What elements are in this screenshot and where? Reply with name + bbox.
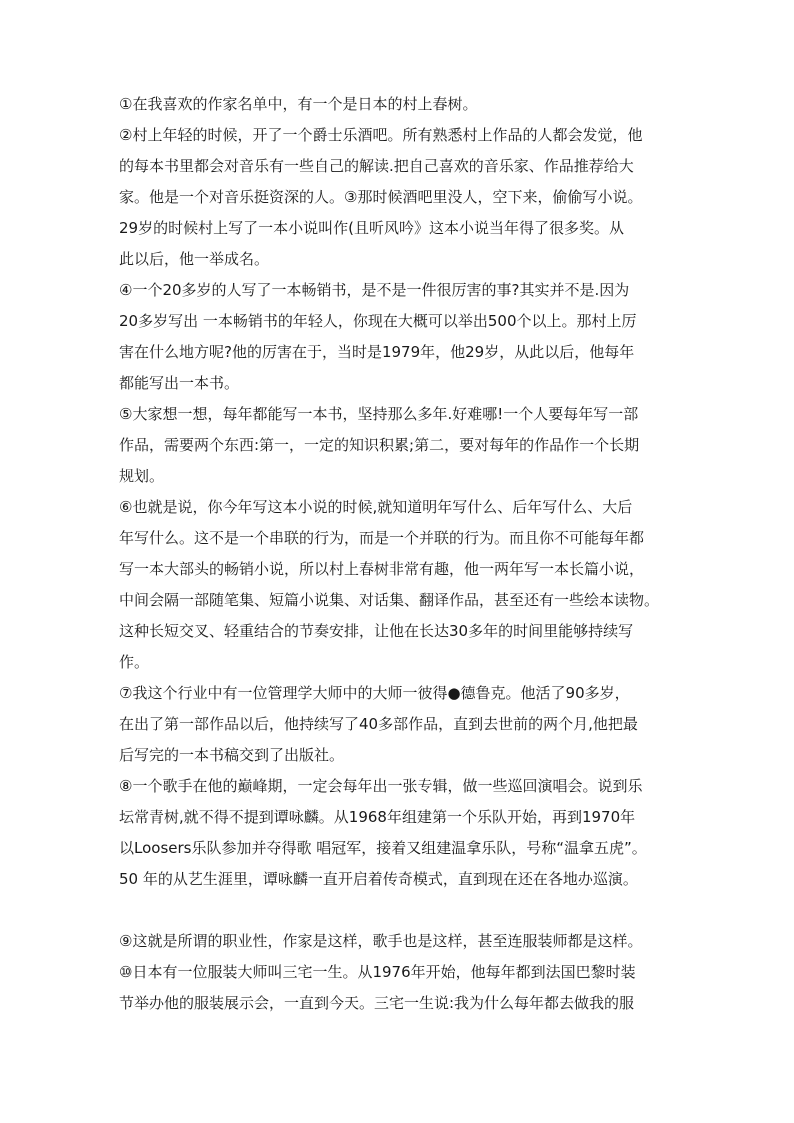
text-line: 年写什么。这不是一个串联的行为，而是一个并联的行为。而且你不可能每年都 (119, 529, 645, 547)
text-line: 坛常青树,就不得不提到谭咏麟。从1968年组建第一个乐队开始，再到1970年 (119, 808, 636, 826)
text-line: ⑥也就是说，你今年写这本小说的时候,就知道明年写什么、后年写什么、大后 (119, 498, 633, 516)
text-line: 29岁的时候村上写了一本小说叫作(且听风吟》这本小说当年得了很多奖。从 (119, 219, 624, 237)
text-line: 这种长短交叉、轻重结合的节奏安排，让他在长达30多年的时间里能够持续写 (119, 622, 634, 640)
text-line: ⑦我这个行业中有一位管理学大师中的大师一彼得●德鲁克。他活了90多岁， (119, 684, 630, 702)
text-line: 中间会隔一部随笔集、短篇小说集、对话集、翻译作品，甚至还有一些绘本读物。 (119, 591, 660, 609)
text-line: 规划。 (119, 467, 165, 485)
text-line: ⑩日本有一位服装大师叫三宅一生。从1976年开始，他每年都到法国巴黎时装 (119, 963, 636, 981)
text-line: ①在我喜欢的作家名单中，有一个是日本的村上春树。 (119, 95, 478, 113)
text-line: 家。他是一个对音乐挺资深的人。③那时候酒吧里没人，空下来，偷偷写小说。 (119, 188, 643, 206)
text-line: 节举办他的服装展示会，一直到今天。三宅一生说:我为什么每年都去做我的服 (119, 994, 635, 1012)
text-line: ⑨这就是所谓的职业性，作家是这样，歌手也是这样，甚至连服装师都是这样。 (119, 932, 643, 950)
text-line: 50 年的从艺生涯里，谭咏麟一直开启着传奇模式，直到现在还在各地办巡演。 (119, 870, 638, 888)
text-line: 害在什么地方呢?他的厉害在于，当时是1979年，他29岁，从此以后，他每年 (119, 343, 635, 361)
text-line: 的每本书里都会对音乐有一些自己的解读.把自己喜欢的音乐家、作品推荐给大 (119, 157, 634, 175)
text-line: ⑤大家想一想，每年都能写一本书，坚持那么多年.好难哪!一个人要每年写一部 (119, 405, 639, 423)
text-line: 作品，需要两个东西:第一，一定的知识积累;第二，要对每年的作品作一个长期 (119, 436, 640, 454)
blank-line (119, 895, 699, 926)
text-line: 都能写出一本书。 (119, 374, 240, 392)
text-line: 此以后，他一举成名。 (119, 250, 270, 268)
text-line: ⑧一个歌手在他的巅峰期，一定会每年出一张专辑，做一些巡回演唱会。说到乐 (119, 777, 643, 795)
text-line: 作。 (119, 653, 150, 671)
text-line: 在出了第一部作品以后，他持续写了40多部作品，直到去世前的两个月,他把最 (119, 715, 638, 733)
text-line: 20多岁写出 一本畅销书的年轻人，你现在大概可以举出500个以上。那村上厉 (119, 312, 637, 330)
text-line: 写一本大部头的畅销小说，所以村上春树非常有趣，他一两年写一本长篇小说， (119, 560, 645, 578)
text-line: 后写完的一本书稿交到了出版社。 (119, 746, 345, 764)
text-line: ②村上年轻的时候，开了一个爵士乐酒吧。所有熟悉村上作品的人都会发觉，他 (119, 126, 643, 144)
text-line: 以Loosers乐队参加并夺得歌 唱冠军，接着又组建温拿乐队，号称“温拿五虎”。 (119, 839, 647, 857)
text-line: ④一个20多岁的人写了一本畅销书，是不是一件很厉害的事?其实并不是.因为 (119, 281, 630, 299)
